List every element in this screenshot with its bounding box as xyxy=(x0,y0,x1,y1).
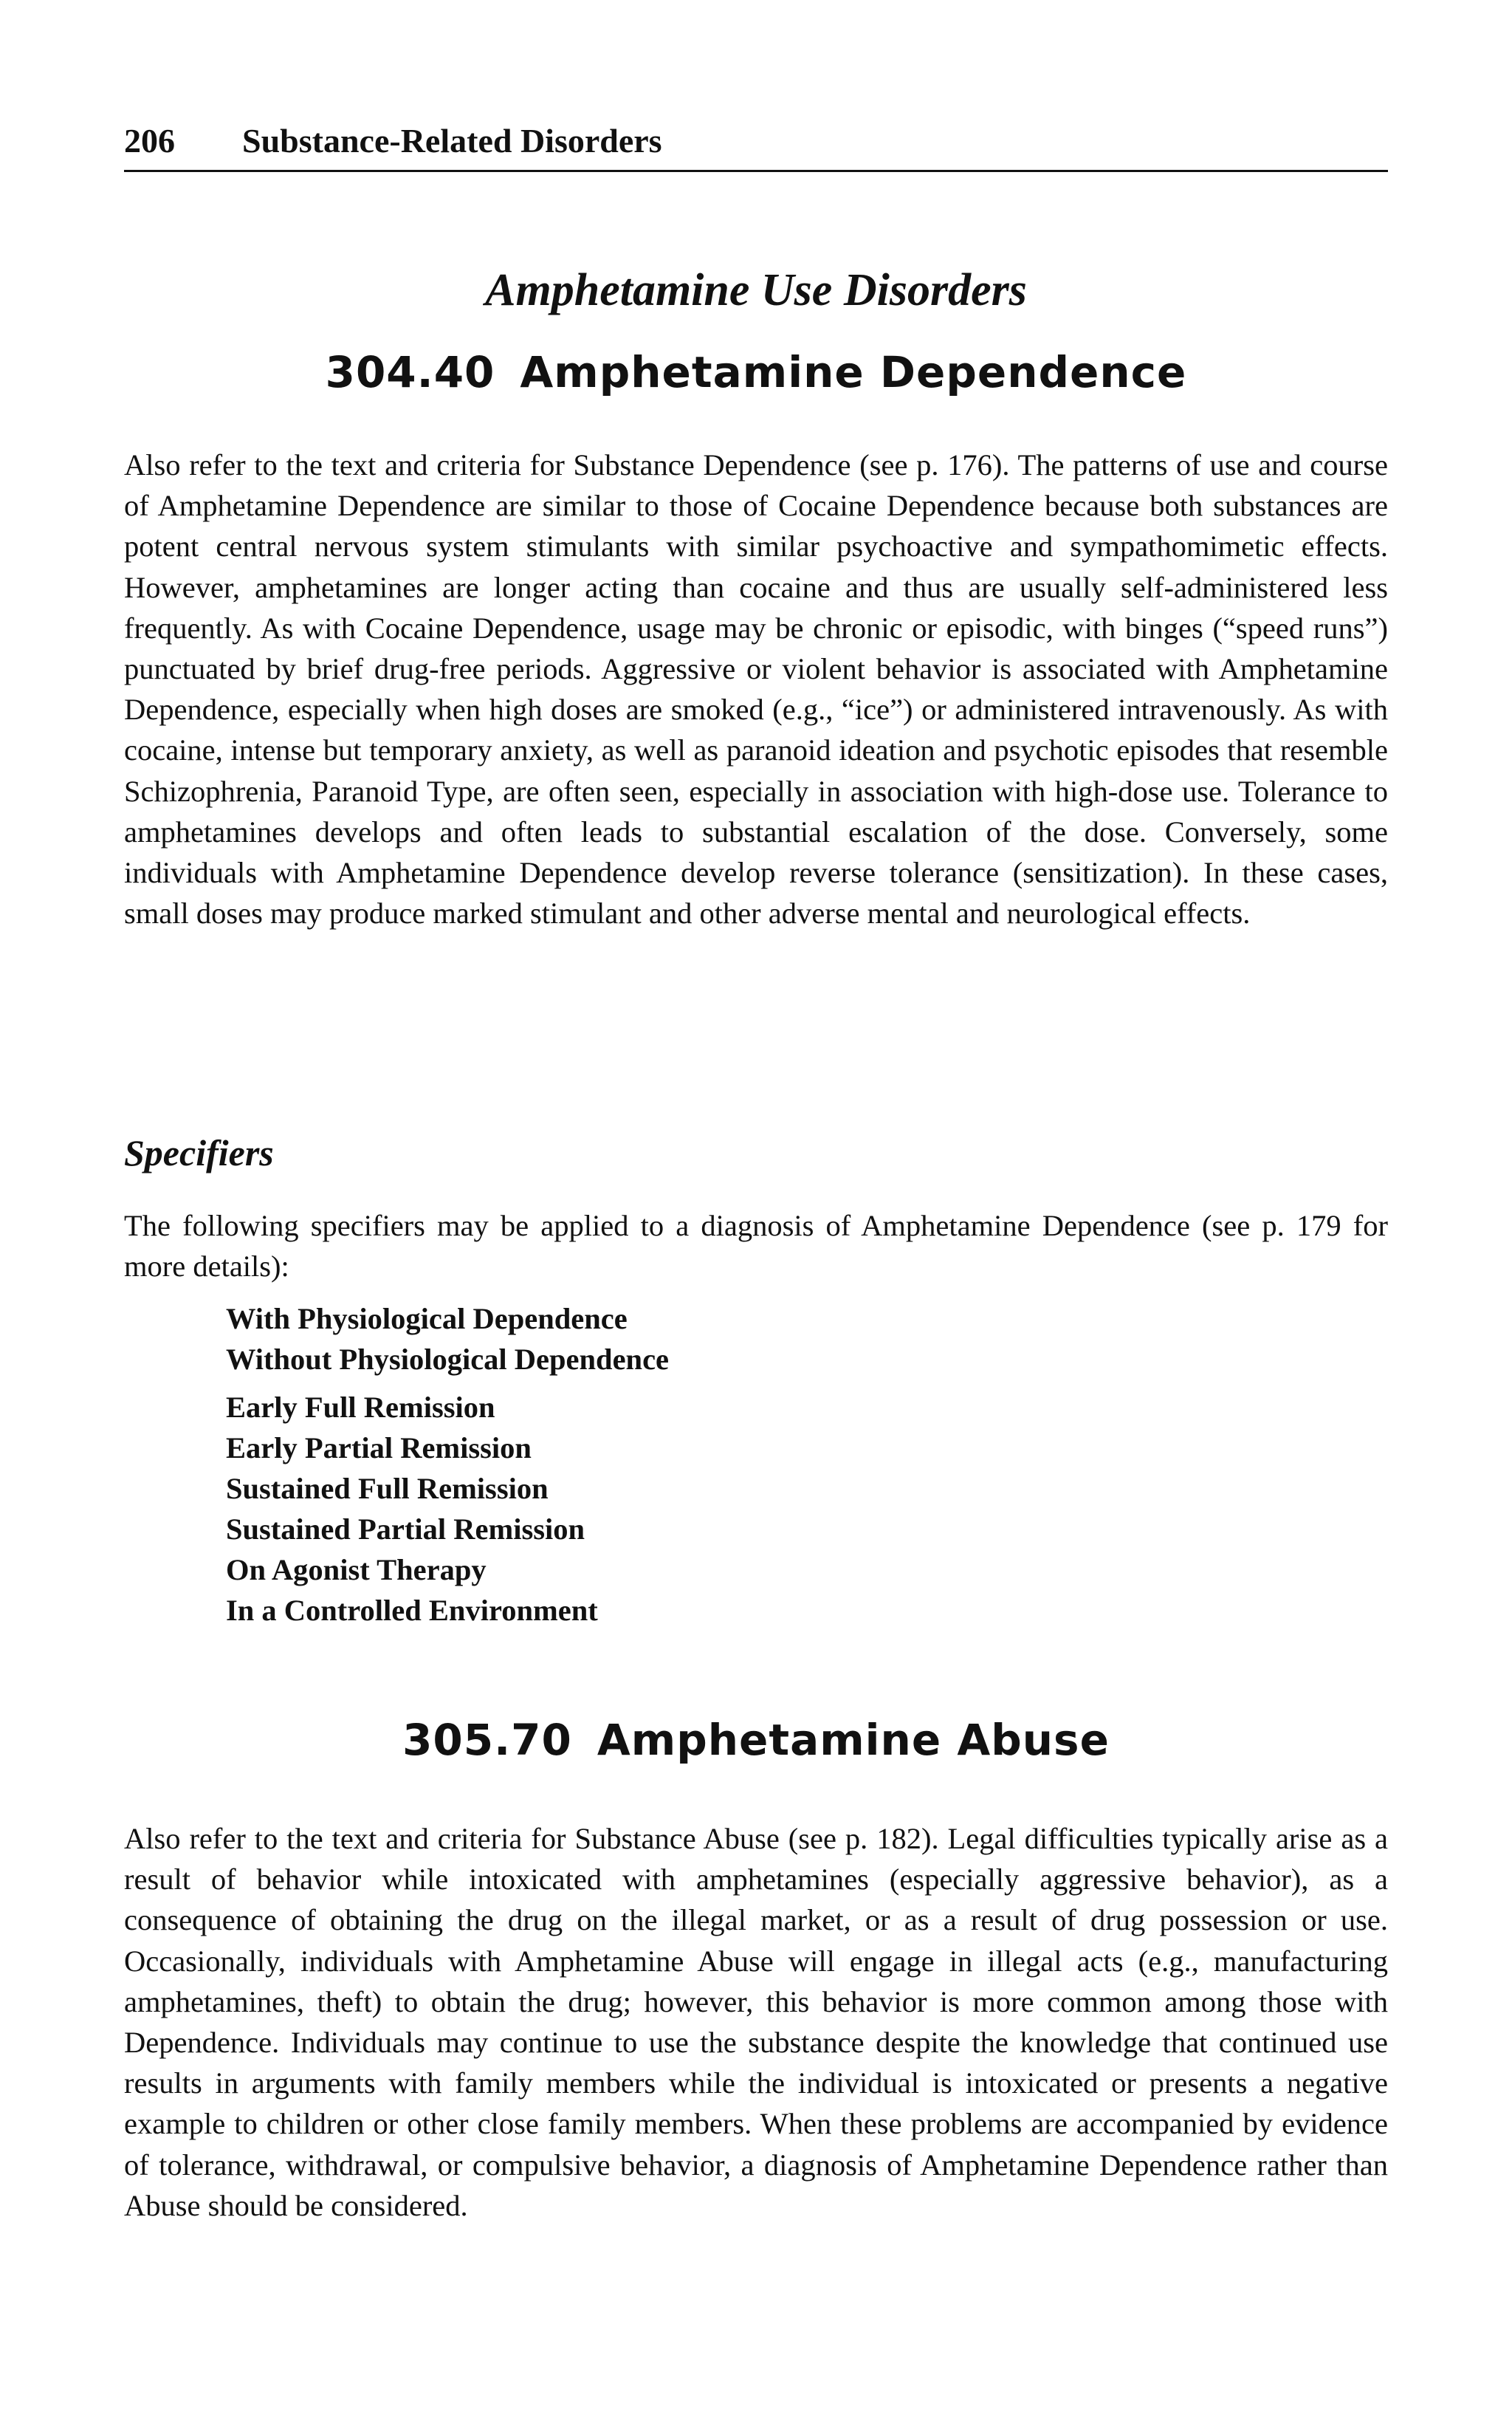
specifier-item: With Physiological Dependence xyxy=(226,1302,628,1335)
abuse-paragraph: Also refer to the text and criteria for Substance Abuse (see p. 182). Legal difficulties typically arise as a result of behavior while intoxicated with amphetamines (especially aggressive behavior), as a consequence of obtaining the drug on the illegal market, or as a result of drug possession or use. Occasionally, individuals with Amphetamine Abuse will engage in illegal acts (e.g., manufacturing amphetamines, theft) to obtain the drug; however, this behavior is more common among those with Dependence. Individuals may continue to use the substance despite the knowledge that continued use results in arguments with family members while the individual is intoxicated or presents a negative example to children or other close family members. When these problems are accompanied by evidence of tolerance, withdrawal, or compulsive behavior, a diagnosis of Amphetamine Dependence rather than Abuse should be considered. xyxy=(124,1822,1388,2222)
specifier-item: Without Physiological Dependence xyxy=(226,1343,670,1376)
running-title: Substance-Related Disorders xyxy=(242,122,662,160)
specifier-item: On Agonist Therapy xyxy=(226,1553,487,1586)
specifier-item: Early Full Remission xyxy=(226,1391,495,1424)
specifier-item: Sustained Full Remission xyxy=(226,1472,549,1505)
dependence-code: 304.40 xyxy=(325,347,495,397)
page-number: 206 xyxy=(124,122,175,160)
specifier-item: In a Controlled Environment xyxy=(226,1594,598,1627)
specifier-list xyxy=(226,1298,669,1631)
specifier-item: Sustained Partial Remission xyxy=(226,1512,585,1546)
running-head xyxy=(124,112,1388,172)
specifiers-intro: The following specifiers may be applied to a diagnosis of Amphetamine Dependence (see p. 179 for more details): xyxy=(124,1209,1388,1284)
abuse-heading xyxy=(124,1715,1388,1765)
abuse-code: 305.70 xyxy=(402,1715,572,1765)
specifiers-heading: Specifiers xyxy=(124,1132,274,1173)
dependence-title: Amphetamine Dependence xyxy=(520,347,1187,397)
specifier-item: Early Partial Remission xyxy=(226,1431,532,1464)
dependence-paragraph: Also refer to the text and criteria for Substance Dependence (see p. 176). The patterns of use and course of Amphetamine Dependence are similar to those of Cocaine Dependence because both substances are potent central nervous system stimulants with similar psychoactive and sympathomimetic effects. However, amphetamines are longer acting than cocaine and thus are usually self-administered less frequently. As with Cocaine Dependence, usage may be chronic or episodic, with binges (“speed runs”) punctuated by brief drug-free periods. Aggressive or violent behavior is associated with Amphetamine Dependence, especially when high doses are smoked (e.g., “ice”) or administered intravenously. As with cocaine, intense but temporary anxiety, as well as paranoid ideation and psychotic episodes that resemble Schizophrenia, Paranoid Type, are often seen, especially in association with high-dose use. Tolerance to amphetamines develops and often leads to substantial escalation of the dose. Conversely, some individuals with Amphetamine Dependence develop reverse tolerance (sensitization). In these cases, small doses may produce marked stimulant and other adverse mental and neurological effects. xyxy=(124,448,1388,931)
dependence-heading xyxy=(124,347,1388,397)
section-title: Amphetamine Use Disorders xyxy=(485,265,1027,315)
abuse-title: Amphetamine Abuse xyxy=(597,1715,1110,1765)
